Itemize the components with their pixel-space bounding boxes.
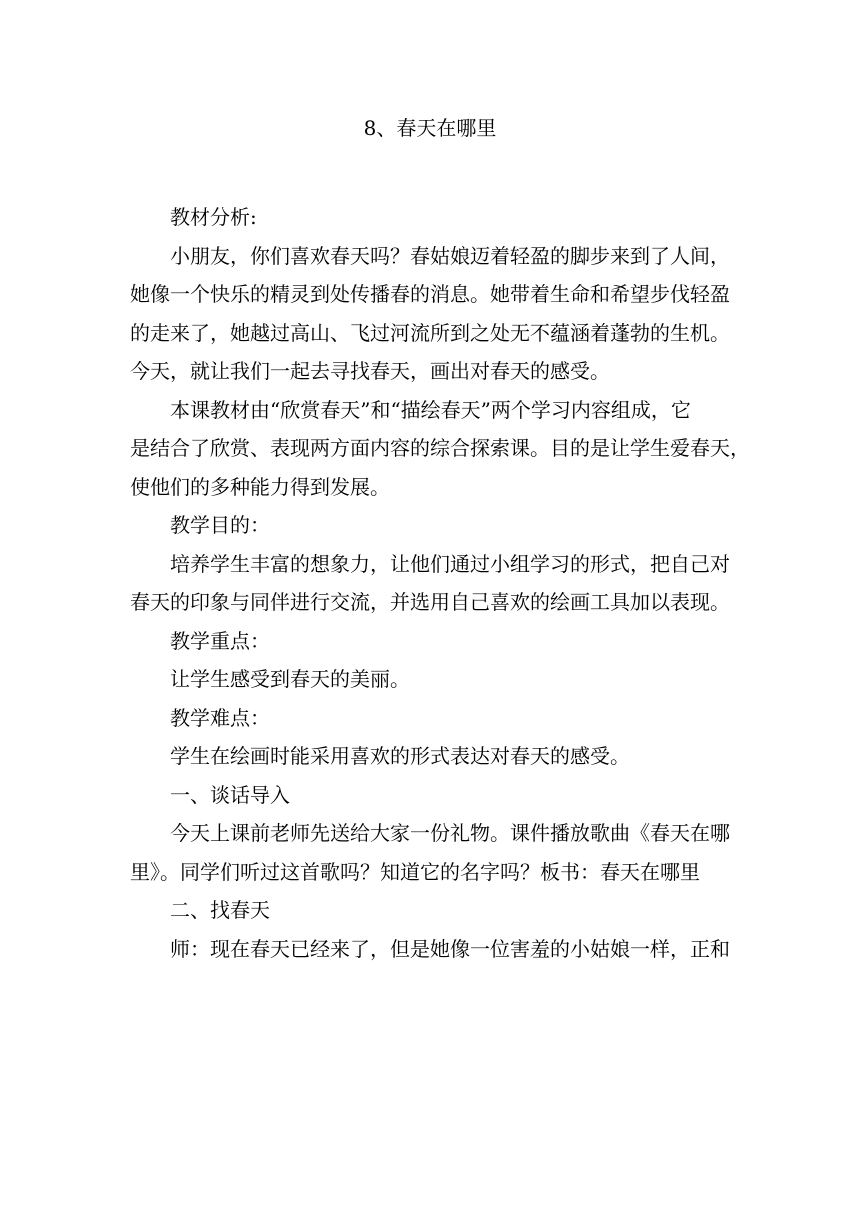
text-line: 小朋友，你们喜欢春天吗？春姑娘迈着轻盈的脚步来到了人间， [170,243,730,268]
document-title: 8、春天在哪里 [363,116,497,140]
paragraph-key-point-heading [130,622,730,661]
text-line: 是结合了欣赏、表现两方面内容的综合探索课。目的是让学生爱春天， [130,436,750,460]
text-line: 里》。同学们听过这首歌吗？知道它的名字吗？板书：春天在哪里 [130,859,700,884]
paragraph-teaching-goal-heading [130,506,730,545]
text-line: 的走来了，她越过高山、飞过河流所到之处无不蕴涵着蓬勃的生机。 [130,320,730,345]
paragraph-intro [130,237,730,391]
text-line: 教学难点： [170,705,270,730]
paragraph-difficulty-heading [130,699,730,738]
paragraph-section-two [130,930,730,969]
text-line: 一、谈话导入 [170,782,290,807]
paragraph-textbook-analysis-heading [130,198,730,237]
text-line: 师：现在春天已经来了，但是她像一位害羞的小姑娘一样，正和 [170,936,730,961]
text-line: 今天，就让我们一起去寻找春天，画出对春天的感受。 [130,359,610,383]
paragraph-textbook-composition [130,391,750,507]
text-line: 教材分析: [170,205,257,229]
text-line: 教学目的： [170,513,270,537]
text-line: 她像一个快乐的精灵到处传播春的消息。她带着生命和希望步伐轻盈 [130,282,730,306]
document-body [130,198,750,968]
text-line: 学生在绘画时能采用喜欢的形式表达对春天的感受。 [170,744,630,768]
text-line: 本课教材由“欣赏春天”和“描绘春天”两个学习内容组成，它 [170,397,691,422]
text-line: 教学重点： [170,628,270,653]
text-line: 今天上课前老师先送给大家一份礼物。课件播放歌曲《春天在哪 [170,821,730,845]
text-line: 使他们的多种能力得到发展。 [130,474,390,499]
text-line: 让学生感受到春天的美丽。 [170,667,410,691]
paragraph-section-one [130,814,730,891]
paragraph-teaching-goal [130,545,730,622]
text-line: 二、找春天 [170,898,270,922]
text-line: 培养学生丰富的想象力，让他们通过小组学习的形式，把自己对 [170,551,730,576]
paragraph-section-one-heading [130,776,730,815]
paragraph-difficulty [130,737,730,776]
paragraph-key-point [130,660,730,699]
paragraph-section-two-heading [130,891,730,930]
text-line: 春天的印象与同伴进行交流，并选用自己喜欢的绘画工具加以表现。 [130,590,730,614]
